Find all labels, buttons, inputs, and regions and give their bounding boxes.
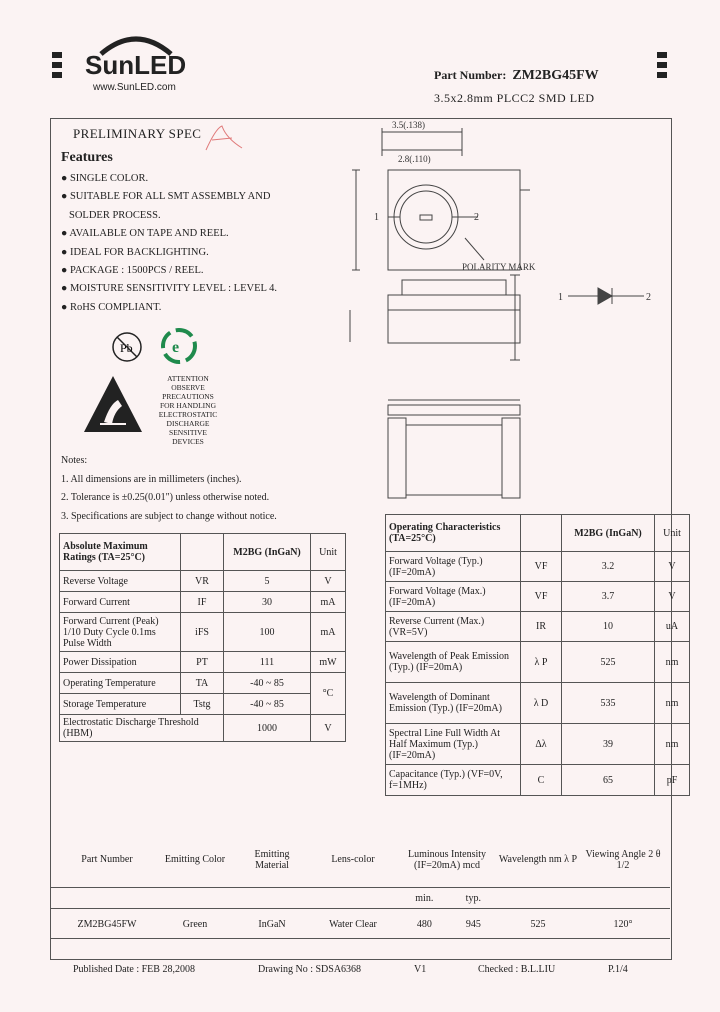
drawing-number: Drawing No : SDSA6368 — [258, 964, 362, 975]
table-header: Unit — [655, 515, 690, 552]
part-header: Emitting Material — [254, 848, 290, 871]
table-row — [386, 642, 690, 683]
note-item: 1. All dimensions are in millimeters (inches). — [61, 473, 242, 485]
table-row — [386, 683, 690, 724]
part-header: Lens-color — [331, 854, 375, 865]
param-cell: Wavelength of Peak Emission (Typ.) (IF=20mA) — [386, 642, 521, 683]
symbol-cell: IR — [521, 612, 562, 642]
svg-text:POLARITY MARK: POLARITY MARK — [462, 262, 536, 272]
table-row — [386, 582, 690, 612]
attention-line: SENSITIVE — [169, 428, 207, 437]
notes — [61, 452, 277, 526]
esd-warning-icon — [82, 374, 144, 436]
part-header: Wavelength nm λ P — [498, 854, 578, 865]
table-row — [60, 694, 346, 715]
value-cell: 111 — [224, 652, 311, 673]
feature-item: SOLDER PROCESS. — [69, 209, 161, 221]
part-cell: 120° — [613, 918, 633, 930]
company-url[interactable]: www.SunLED.com — [93, 82, 176, 93]
value-cell: 100 — [224, 613, 311, 652]
note-item: 2. Tolerance is ±0.25(0.01") unless otherwise noted. — [61, 492, 270, 503]
symbol-cell: Tstg — [181, 694, 224, 715]
unit-cell: V — [311, 571, 346, 592]
param-cell: Reverse Current (Max.) (VR=5V) — [386, 612, 521, 642]
feature-item: ● IDEAL FOR BACKLIGHTING. — [61, 246, 209, 258]
part-subheader: min. — [415, 892, 434, 904]
unit-cell: pF — [655, 765, 690, 796]
part-number: ZM2BG45FW — [512, 68, 599, 83]
param-cell: Operating Temperature — [60, 673, 181, 694]
value-cell: 65 — [562, 765, 655, 796]
rohs-green-icon — [160, 327, 198, 365]
pb-free-icon — [110, 330, 144, 364]
param-cell: Power Dissipation — [60, 652, 181, 673]
part-cell: InGaN — [258, 918, 286, 930]
table-header: Absolute Maximum Ratings (TA=25°C) — [60, 534, 181, 571]
attention-line: OBSERVE PRECAUTIONS — [162, 383, 214, 401]
svg-text:e: e — [172, 339, 180, 356]
value-cell: 3.7 — [562, 582, 655, 612]
part-cell: 945 — [465, 918, 481, 930]
symbol-cell: TA — [181, 673, 224, 694]
param-cell: Storage Temperature — [60, 694, 181, 715]
symbol-cell: λ P — [521, 642, 562, 683]
symbol-cell: IF — [181, 592, 224, 613]
unit-cell: mA — [311, 613, 346, 652]
table-header: M2BG (InGaN) — [562, 515, 655, 552]
value-cell: 10 — [562, 612, 655, 642]
attention-line: FOR HANDLING — [159, 401, 217, 410]
symbol-cell: VF — [521, 582, 562, 612]
preliminary-label: PRELIMINARY SPEC — [73, 126, 202, 141]
value-cell: 5 — [224, 571, 311, 592]
unit-cell: uA — [655, 612, 690, 642]
part-cell: ZM2BG45FW — [77, 918, 137, 930]
param-cell: Forward Voltage (Typ.) (IF=20mA) — [386, 552, 521, 582]
logo: SunLED — [85, 50, 187, 80]
feature-item: ● AVAILABLE ON TAPE AND REEL. — [61, 228, 229, 240]
unit-cell: nm — [655, 683, 690, 724]
symbol-cell: PT — [181, 652, 224, 673]
param-cell: Reverse Voltage — [60, 571, 181, 592]
table-row — [60, 613, 346, 652]
corner-mark — [657, 72, 667, 78]
table-row — [386, 612, 690, 642]
operating-characteristics-table — [385, 514, 690, 796]
part-cell: 480 — [416, 918, 432, 930]
corner-mark — [52, 62, 62, 68]
symbol-cell: Δλ — [521, 724, 562, 765]
symbol-cell: C — [521, 765, 562, 796]
handwritten-mark — [198, 124, 246, 154]
param-cell: Capacitance (Typ.) (VF=0V, f=1MHz) — [386, 765, 521, 796]
unit-cell: V — [655, 552, 690, 582]
part-cell: Green — [182, 918, 208, 930]
table-row — [386, 724, 690, 765]
unit-cell: mW — [311, 652, 346, 673]
svg-text:1: 1 — [558, 292, 563, 303]
table-row — [60, 571, 346, 592]
part-number-label: Part Number: — [434, 68, 507, 82]
svg-text:3.5(.138): 3.5(.138) — [392, 120, 425, 130]
symbol-cell: λ D — [521, 683, 562, 724]
feature-item: ● SINGLE COLOR. — [61, 173, 149, 184]
value-cell: 3.2 — [562, 552, 655, 582]
symbol-cell: VR — [181, 571, 224, 592]
table-header — [181, 534, 224, 571]
part-header: Emitting Color — [164, 854, 226, 865]
param-cell: Electrostatic Discharge Threshold (HBM) — [60, 715, 224, 742]
value-cell: 535 — [562, 683, 655, 724]
svg-text:2: 2 — [646, 292, 651, 303]
param-cell: Forward Current — [60, 592, 181, 613]
attention-line: ELECTROSTATIC — [158, 410, 218, 419]
value-cell: 30 — [224, 592, 311, 613]
corner-mark — [52, 52, 62, 58]
attention-line: ATTENTION — [167, 374, 209, 383]
value-cell: -40 ~ 85 — [224, 673, 311, 694]
checked-by: Checked : B.L.LIU — [478, 964, 556, 975]
svg-text:2: 2 — [474, 212, 479, 223]
unit-cell: V — [311, 715, 346, 742]
unit-cell: °C — [311, 673, 346, 715]
page-number: P.1/4 — [608, 964, 628, 975]
unit-cell: V — [655, 582, 690, 612]
feature-item: ● RoHS COMPLIANT. — [61, 301, 162, 313]
corner-mark — [657, 52, 667, 58]
table-row — [60, 715, 346, 742]
feature-item: ● MOISTURE SENSITIVITY LEVEL : LEVEL 4. — [61, 283, 278, 295]
param-cell: Spectral Line Full Width At Half Maximum (Typ.) (IF=20mA) — [386, 724, 521, 765]
part-header: Part Number — [81, 854, 133, 865]
param-cell: Forward Current (Peak) 1/10 Duty Cycle 0.1ms Pulse Width — [60, 613, 181, 652]
value-cell: 525 — [562, 642, 655, 683]
unit-cell: nm — [655, 724, 690, 765]
table-row — [60, 592, 346, 613]
part-header: Viewing Angle 2 θ 1/2 — [585, 848, 661, 871]
attention-line: DEVICES — [172, 437, 204, 446]
value-cell: -40 ~ 85 — [224, 694, 311, 715]
symbol-cell: iFS — [181, 613, 224, 652]
svg-text:Pb: Pb — [120, 341, 133, 355]
features-list — [61, 170, 277, 317]
attention-line: DISCHARGE — [166, 419, 210, 428]
table-header: M2BG (InGaN) — [224, 534, 311, 571]
table-header: Unit — [311, 534, 346, 571]
part-header: Luminous Intensity (IF=20mA) mcd — [407, 848, 487, 871]
svg-text:2.8(.110): 2.8(.110) — [398, 154, 431, 164]
table-row — [386, 552, 690, 582]
unit-cell: nm — [655, 642, 690, 683]
part-number-header — [434, 68, 599, 84]
table-row — [386, 765, 690, 796]
part-cell: Water Clear — [329, 918, 377, 930]
feature-item: ● SUITABLE FOR ALL SMT ASSEMBLY AND — [61, 191, 271, 203]
value-cell: 1000 — [224, 715, 311, 742]
value-cell: 39 — [562, 724, 655, 765]
corner-mark — [52, 72, 62, 78]
param-cell: Forward Voltage (Max.) (IF=20mA) — [386, 582, 521, 612]
part-subheader: typ. — [465, 892, 481, 904]
part-table — [60, 832, 666, 939]
part-cell: 525 — [530, 918, 546, 930]
version: V1 — [414, 964, 427, 975]
symbol-cell: VF — [521, 552, 562, 582]
absolute-max-table — [59, 533, 346, 742]
table-row — [60, 909, 666, 939]
table-row — [60, 673, 346, 694]
param-cell: Wavelength of Dominant Emission (Typ.) (IF=20mA) — [386, 683, 521, 724]
features-title: Features — [61, 150, 113, 165]
unit-cell: mA — [311, 592, 346, 613]
svg-text:1: 1 — [374, 212, 379, 223]
table-row — [60, 652, 346, 673]
corner-mark — [657, 62, 667, 68]
table-header: Operating Characteristics (TA=25°C) — [386, 515, 521, 552]
note-item: 3. Specifications are subject to change without notice. — [61, 510, 277, 522]
feature-item: ● PACKAGE : 1500PCS / REEL. — [61, 265, 204, 277]
package-drawing — [330, 120, 660, 515]
published-date: Published Date : FEB 28,2008 — [73, 964, 195, 975]
esd-attention-text — [148, 374, 228, 446]
table-header — [521, 515, 562, 552]
product-subtitle: 3.5x2.8mm PLCC2 SMD LED — [434, 91, 595, 105]
notes-title: Notes: — [61, 455, 88, 466]
